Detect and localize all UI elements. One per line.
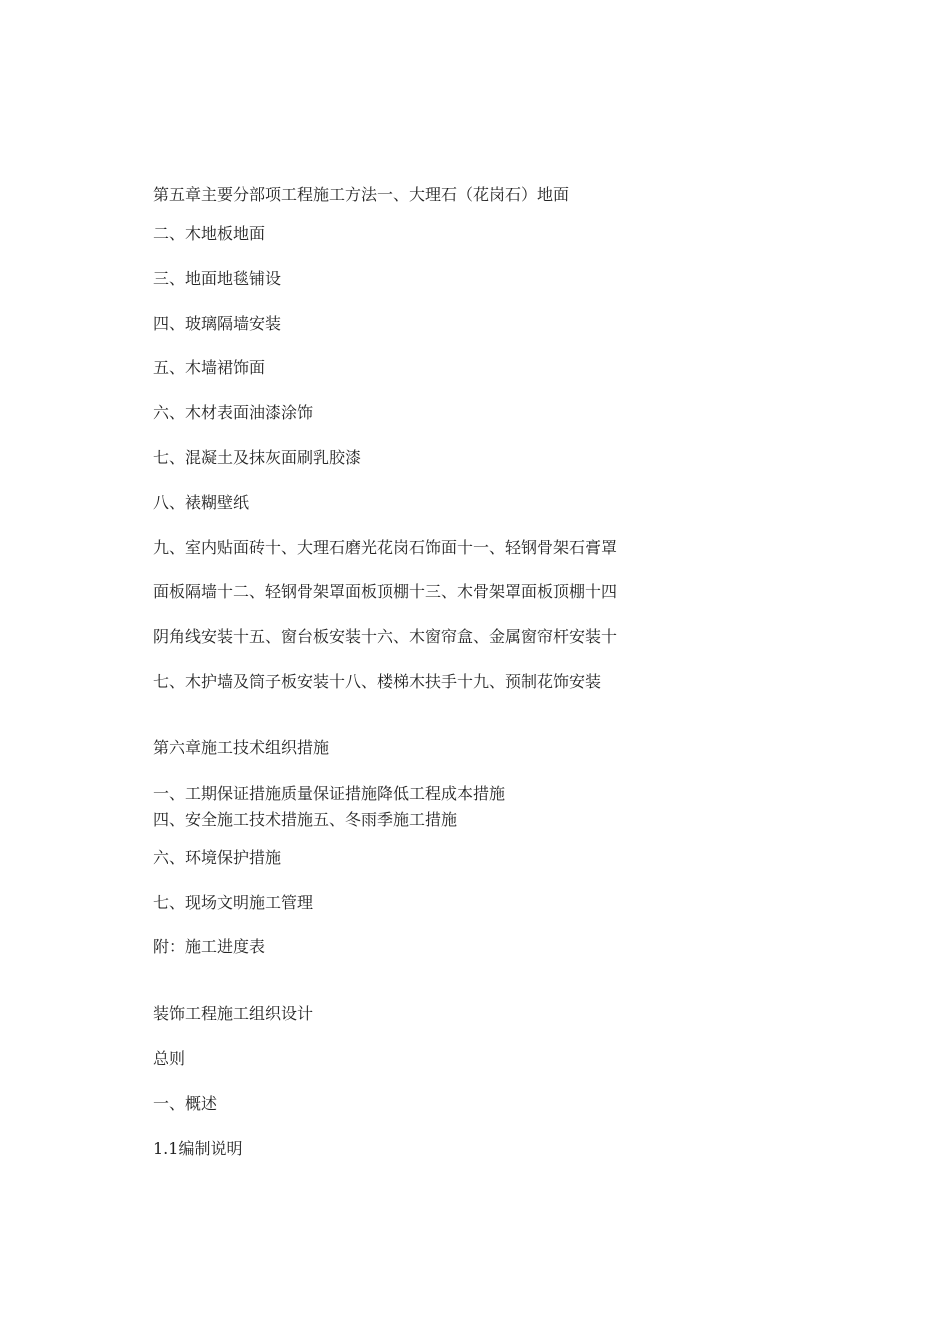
document-title: 装饰工程施工组织设计 xyxy=(153,1004,314,1023)
chapter-6-heading-line: 第六章施工技术组织措施 xyxy=(153,738,330,757)
appendix-line: 附：施工进度表 xyxy=(153,937,266,956)
subsection-heading: 一、概述 xyxy=(153,1094,218,1113)
toc-line: 四、玻璃隔墙安装 xyxy=(153,314,282,333)
toc-line: 七、混凝土及抹灰面刷乳胶漆 xyxy=(153,448,362,467)
toc-line: 六、环境保护措施 xyxy=(153,848,282,867)
subsection-heading: 1.1编制说明 xyxy=(153,1139,243,1158)
toc-line: 六、木材表面油漆涂饰 xyxy=(153,403,314,422)
toc-line: 一、工期保证措施质量保证措施降低工程成本措施 xyxy=(153,784,506,803)
toc-line: 面板隔墙十二、轻钢骨架罩面板顶棚十三、木骨架罩面板顶棚十四 xyxy=(153,582,618,601)
toc-line: 八、裱糊壁纸 xyxy=(153,493,250,512)
toc-line: 四、安全施工技术措施五、冬雨季施工措施 xyxy=(153,810,458,829)
chapter-5-heading-line: 第五章主要分部项工程施工方法一、大理石（花岗石）地面 xyxy=(153,185,570,204)
toc-line: 五、木墙裙饰面 xyxy=(153,358,266,377)
toc-line: 九、室内贴面砖十、大理石磨光花岗石饰面十一、轻钢骨架石膏罩 xyxy=(153,538,618,557)
section-heading: 总则 xyxy=(153,1049,186,1068)
toc-line: 七、木护墙及筒子板安装十八、楼梯木扶手十九、预制花饰安装 xyxy=(153,672,602,691)
toc-line: 三、地面地毯铺设 xyxy=(153,269,282,288)
toc-line: 阴角线安装十五、窗台板安装十六、木窗帘盒、金属窗帘杆安装十 xyxy=(153,627,618,646)
toc-line: 二、木地板地面 xyxy=(153,224,266,243)
toc-line: 七、现场文明施工管理 xyxy=(153,893,314,912)
